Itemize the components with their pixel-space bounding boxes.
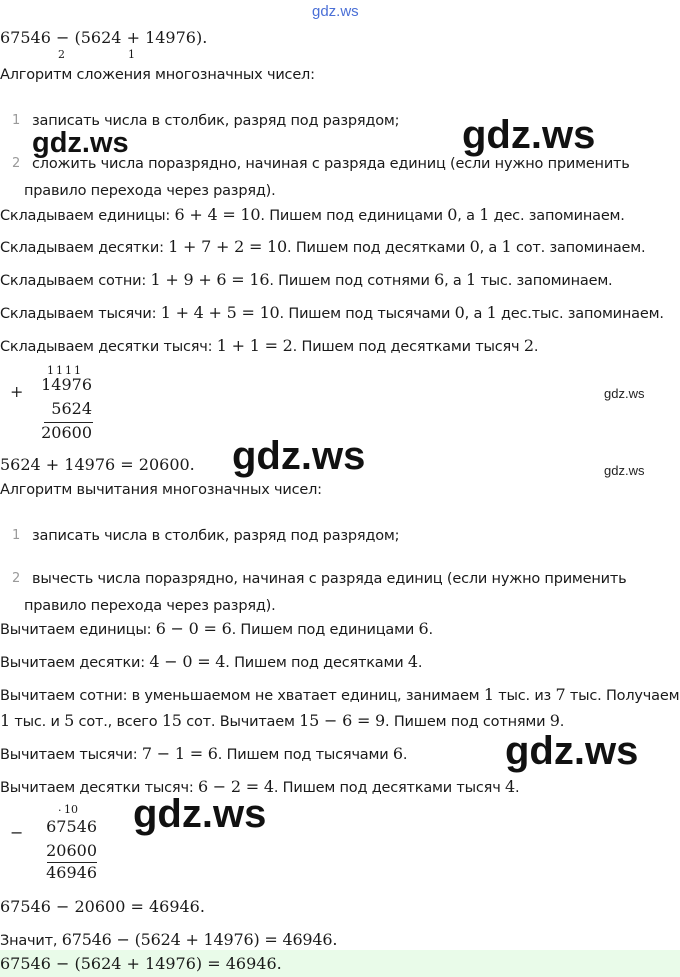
- watermark-right-1: gdz.ws: [462, 113, 596, 157]
- sub-row-hundreds-line2: 1 тыс. и 5 сот., всего 15 сот. Вычитаем 15 − 6 = 9. Пишем под сотнями 9.: [0, 711, 565, 730]
- sub-step1: записать числа в столбик, разряд под разрядом;: [32, 528, 400, 544]
- watermark-small-2: gdz.ws: [604, 463, 645, 478]
- add-row-hundreds: Складываем сотни: 1 + 9 + 6 = 16. Пишем под сотнями 6, а 1 тыс. запоминаем.: [0, 270, 613, 289]
- add-step2-num: 2: [12, 156, 21, 171]
- sub-column-sign: −: [10, 823, 24, 842]
- add-row-thousands: Складываем тысячи: 1 + 4 + 5 = 10. Пишем под тысячами 0, а 1 дес.тыс. запоминаем.: [0, 303, 664, 322]
- add-step1-num: 1: [12, 113, 21, 128]
- sub-column-result: 46946: [46, 863, 97, 882]
- answer: 67546 − (5624 + 14976) = 46946.: [0, 954, 282, 973]
- sub-step2-line2: правило перехода через разряд).: [24, 598, 276, 614]
- add-step1: записать числа в столбик, разряд под разрядом;: [32, 113, 400, 129]
- order-index-2: 2: [58, 48, 65, 61]
- watermark-center-1: gdz.ws: [232, 434, 366, 478]
- sub-row-ten-thousands: Вычитаем десятки тысяч: 6 − 2 = 4. Пишем под десятками тысяч 4.: [0, 777, 520, 796]
- sub-step1-num: 1: [12, 528, 21, 543]
- watermark-center-2: gdz.ws: [133, 792, 267, 836]
- sub-column-bottom: 20600: [46, 841, 97, 860]
- sub-row-thousands: Вычитаем тысячи: 7 − 1 = 6. Пишем под тысячами 6.: [0, 744, 408, 763]
- sub-row-units: Вычитаем единицы: 6 − 0 = 6. Пишем под единицами 6.: [0, 619, 433, 638]
- addition-heading: Алгоритм сложения многозначных чисел:: [0, 67, 315, 83]
- add-column-top: 14976: [41, 375, 92, 394]
- add-row-ten-thousands: Складываем десятки тысяч: 1 + 1 = 2. Пишем под десятками тысяч 2.: [0, 336, 539, 355]
- expression: 67546 − (5624 + 14976).: [0, 28, 208, 47]
- order-index-1: 1: [128, 48, 135, 61]
- sub-column-top: 67546: [46, 817, 97, 836]
- add-result-line: 5624 + 14976 = 20600.: [0, 455, 195, 474]
- add-column-bottom: 5624: [51, 399, 92, 418]
- subtraction-heading: Алгоритм вычитания многозначных чисел:: [0, 482, 322, 498]
- sub-column-carry: 10: [64, 803, 78, 816]
- watermark-right-2: gdz.ws: [505, 729, 639, 773]
- watermark-top: gdz.ws: [312, 3, 359, 20]
- add-column-sign: +: [10, 382, 24, 401]
- watermark-small-1: gdz.ws: [604, 386, 645, 401]
- sub-step2-line1: вычесть числа поразрядно, начиная с разряда единиц (если нужно применить: [32, 571, 627, 587]
- add-row-tens: Складываем десятки: 1 + 7 + 2 = 10. Пишем под десятками 0, а 1 сот. запоминаем.: [0, 237, 646, 256]
- sub-result-line: 67546 − 20600 = 46946.: [0, 897, 205, 916]
- add-step2-line1: сложить числа поразрядно, начиная с разряда единиц (если нужно применить: [32, 156, 630, 172]
- conclusion: Значит, 67546 − (5624 + 14976) = 46946.: [0, 930, 338, 949]
- sub-step2-num: 2: [12, 571, 21, 586]
- sub-column-dot: ·: [58, 804, 62, 817]
- sub-row-tens: Вычитаем десятки: 4 − 0 = 4. Пишем под десятками 4.: [0, 652, 423, 671]
- add-column-result: 20600: [41, 423, 92, 442]
- add-step2-line2: правило перехода через разряд).: [24, 183, 276, 199]
- add-column-carry: 1111: [47, 364, 83, 377]
- watermark-left-1: gdz.ws: [32, 127, 129, 159]
- add-row-units: Складываем единицы: 6 + 4 = 10. Пишем под единицами 0, а 1 дес. запоминаем.: [0, 205, 625, 224]
- sub-row-hundreds-line1: Вычитаем сотни: в уменьшаемом не хватает единиц, занимаем 1 тыс. из 7 тыс. Получаем: [0, 685, 680, 704]
